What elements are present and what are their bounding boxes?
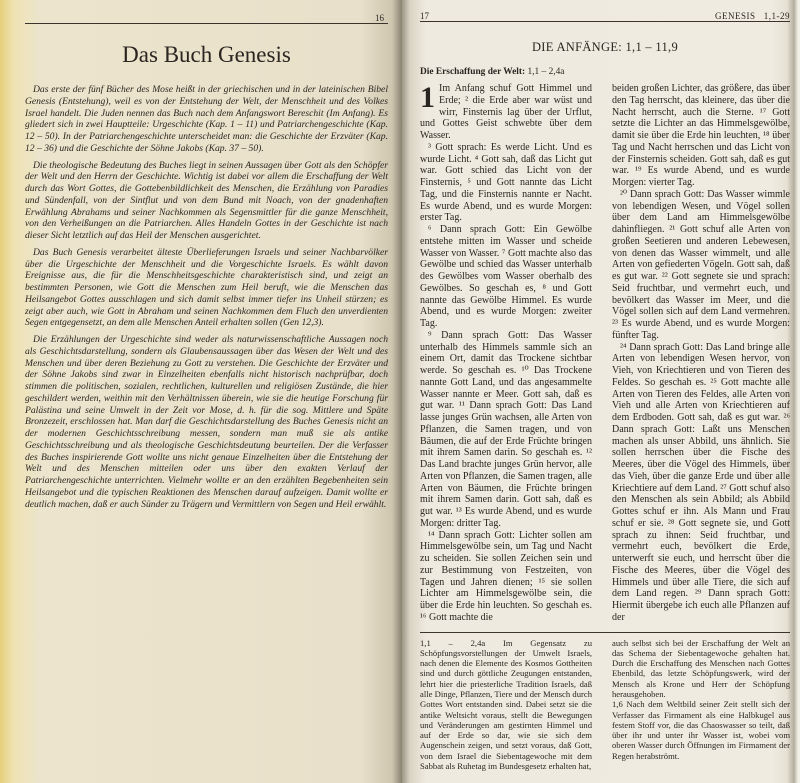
pericope-heading — [420, 67, 790, 77]
intro-paragraph: Die theologische Bedeutung des Buches liegt in seinen Aussagen über Gott als den Schöpfer der Welt und den Herrn der Geschichte. Wichtig ist dabei vor allem die Erschaffung der Welt durch das Wort Gottes, die Gottebenbildlichkeit des Menschen, die Erzählung von Paradies und Sündenfall, von der Sintflut und von dem Bund mit Noach, von der gnadenhaften Erwählung Abrahams und seiner Nachkommen als Segensmittler für die ganze Menschheit, von den Verheißungen an die Patriarchen. Alles Handeln Gottes in der Geschichte ist nach dieser Sicht letztlich auf das Heil der Menschen ausgerichtet. — [25, 159, 388, 241]
footnotes-column-2 — [612, 638, 790, 772]
section-heading: DIE ANFÄNGE: 1,1 – 11,9 — [531, 40, 679, 54]
page-header — [420, 8, 790, 21]
intro-paragraph: Das Buch Genesis verarbeitet älteste Überlieferungen Israels und seiner Nachbarvölker über die Urgeschichte der Menschheit und die Vorgeschichte Israels. Es wählt davon Ereignisse aus, die für die Menschheitsgeschichte charakteristisch sind, und zeigt an bestimmten Personen, wie Gott die Menschen zum Heil beruft, wie die Menschen das Heilsangebot Gottes ausschlagen und sich damit selbst immer tiefer ins Unheil stürzen; es zeigt aber auch, wie Gott in Abraham und seinen Nachkommen dem Fluch den unverdienten Segen entgegensetzt, an dem alle Menschen Anteil erhalten sollen (Gen 12,3). — [25, 246, 388, 329]
intro-paragraph: Das erste der fünf Bücher des Mose heißt in der griechischen und in der lateinischen Bibel Genesis (Entstehung), weil es von der Entstehung der Welt, der Menschheit und des Volkes Israel handelt. Die Juden nennen das Buch nach dem Anfangswort Bereschit (Im Anfang). Es gliedert sich in zwei Hauptteile: Urgeschichte (Kap. 1 – 11) und Patriarchengeschichte (Kap. 12 – 50). In der Patriarchengeschichte unterscheidet man: die Geschichte der Erzväter (Kap. 12 – 36) und die Geschichte der Söhne Jakobs (Kap. 37 – 50). — [25, 84, 388, 154]
footnote: 1,6 Nach dem Weltbild seiner Zeit stellt sich der Verfasser das Firmament als eine Halbkugel aus festem Stoff vor, die das Chaoswasser so teilt, daß über ihr und unter ihr Wasser ist, wobei vom oberen Wasser durch Öffnungen im Firmament der Regen herabströmt. — [612, 699, 790, 761]
right-page — [402, 0, 800, 783]
chapter-number: 1 — [420, 81, 435, 114]
running-head: GENESIS 1,1-29 — [715, 11, 790, 21]
footnote: 1,1 – 2,4a Im Gegensatz zu Schöpfungsvorstellungen der Umwelt Israels, nach denen die Elemente des Kosmos Gottheiten sind und durch göttliche Zeugungen entstanden, lehrt hier die priesterliche Tradition Israels, daß alle Dinge, Pflanzen, Tiere und der Mensch durch Gottes Wort entstanden sind. Dabei setzt sie die antike Weltsicht voraus, stellt die Bewegungen und Veränderungen am gestirnten Himmel und auf der Erde so dar, wie sie sich dem Augenschein zeigen, und setzt voraus, daß Gott, von dem Israel die Siebentagewoche mit dem Sabbat als Ruhetag im Bundesgesetz erhalten hat, — [420, 637, 592, 772]
text-column-2 — [612, 83, 790, 624]
verse-paragraph: beiden großen Lichter, das größere, das über den Tag herrscht, das kleinere, das über die Nacht herrscht, auch die Sterne. ¹⁷ Gott setzte die Lichter an das Himmelsgewölbe, damit sie über die Erde hin leuchten, ¹⁸ über Tag und Nacht herrschen und das Licht von der Finsternis scheiden. Gott sah, daß es gut war. ¹⁹ Es wurde Abend, und es wurde Morgen: vierter Tag. — [612, 83, 790, 188]
header-rule — [25, 23, 388, 24]
text-columns — [420, 83, 790, 624]
page-header — [25, 10, 388, 23]
verse-paragraph: ³ Gott sprach: Es werde Licht. Und es wurde Licht. ⁴ Gott sah, daß das Licht gut war. Gott schied das Licht von der Finsternis, ⁵ und Gott nannte das Licht Tag, und die Finsternis nannte er Nacht. Es wurde Abend, und es wurde Morgen: erster Tag. — [420, 141, 592, 224]
pericope-title: Die Erschaffung der Welt: — [420, 67, 526, 77]
footnote-rule — [420, 632, 790, 633]
pericope-reference: 1,1 – 2,4a — [525, 67, 565, 77]
verse-paragraph: ⁹ Dann sprach Gott: Das Wasser unterhalb des Himmels sammle sich an einem Ort, damit das Trockene sichtbar werde. So geschah es. ¹⁰ Das Trockene nannte Gott Land, und das angesammelte Wasser nannte er Meer. Gott sah, daß es gut war. ¹¹ Dann sprach Gott: Das Land lasse junges Grün wachsen, alle Arten von Pflanzen, die Samen tragen, und von Bäumen, die auf der Erde Früchte bringen mit ihrem Samen darin. So geschah es. ¹² Das Land brachte junges Grün hervor, alle Arten von Pflanzen, die Samen tragen, alle Arten von Bäumen, die Früchte bringen mit ihrem Samen darin. Gott sah, daß es gut war. ¹³ Es wurde Abend, und es wurde Morgen: dritter Tag. — [420, 329, 592, 529]
page-number: 16 — [375, 13, 384, 23]
footnotes — [420, 638, 790, 772]
header-rule — [420, 21, 790, 22]
verse-paragraph: ²⁴ Dann sprach Gott: Das Land bringe alle Arten von lebendigen Wesen hervor, von Vieh, von Kriechtieren und von Tieren des Feldes. So geschah es. ²⁵ Gott machte alle Arten von Tieren des Feldes, alle Arten von Vieh und alle Arten von Kriechtieren auf dem Erdboden. Gott sah, daß es gut war. ²⁶ Dann sprach Gott: Laßt uns Menschen machen als unser Abbild, uns ähnlich. Sie sollen herrschen über die Fische des Meeres, über die Vögel des Himmels, über das Vieh, über die ganze Erde und über alle Kriechtiere auf dem Land. ²⁷ Gott schuf also den Menschen als sein Abbild; als Abbild Gottes schuf er ihn. Als Mann und Frau schuf er sie. ²⁸ Gott segnete sie, und Gott sprach zu ihnen: Seid fruchtbar, und vermehrt euch, bevölkert die Erde, unterwerft sie euch, und herrscht über die Fische des Meeres, über die Vögel des Himmels und über alle Tiere, die sich auf dem Land regen. ²⁹ Dann sprach Gott: Hiermit übergebe ich euch alle Pflanzen auf der — [612, 341, 790, 623]
text-column-1 — [420, 83, 592, 624]
footnote: auch selbst sich bei der Erschaffung der Welt an das Schema der Siebentagewoche gehalten hat. Durch die Erschaffung des Menschen nach Gottes Ebenbild, das letzte Schöpfungswerk, wird der Mensch als Krone und Herr der Schöpfung herausgehoben. — [612, 637, 790, 699]
verse-text: Im Anfang schuf Gott Himmel und Erde; ² die Erde aber war wüst und wirr, Finsternis lag über der Urflut, und Gottes Geist schwebte über dem Wasser. — [420, 83, 592, 141]
footnotes-column-1 — [420, 638, 592, 772]
book-title: Das Buch Genesis — [122, 42, 291, 67]
page-number: 17 — [420, 11, 429, 21]
intro-paragraph: Die Erzählungen der Urgeschichte sind weder als naturwissenschaftliche Aussagen noch als Geschichtsdarstellung, sondern als Glaubensaussagen über das Wesen der Welt und des Menschen und über deren Beziehung zu Gott zu verstehen. Die Geschichte der Erzväter und der Söhne Jakobs sind zwar in Einzelheiten ebenfalls nicht historisch nachprüfbar, doch stimmen die politischen, sozialen, rechtlichen, kulturellen und religiösen Zustände, die hier geschildert werden, weithin mit den Verhältnissen überein, wie sie die heutige Forschung für Palästina und seine Umwelt in der Zeit vor Mose, d. h. für die sog. Mittlere und Späte Bronzezeit, erschlossen hat. Man darf die Geschichtsdarstellung des Buches Genesis nicht an der modernen Geschichtsschreibung messen, sondern man muß sie als antike Geschichtsschreibung und als theologische Geschichtsdeutung beurteilen. Der die Verfasser des Buches inspirierende Gott wollte uns nicht genaue Einzelheiten über die Entstehung der Welt und des Menschen mitteilen oder uns über den exakten Verlauf der Patriarchengeschichte unterrichten. Vielmehr wollte er an den erzählten Begebenheiten sein Heilsangebot und die typischen Reaktionen des Menschen darauf aufzeigen. Damit wollte er deutlich machen, daß er auch Sünder zu Trägern und Vermittlern von Segen und Heil erwählt. — [25, 334, 388, 510]
verse-paragraph — [420, 83, 592, 142]
verse-paragraph: ⁶ Dann sprach Gott: Ein Gewölbe entstehe mitten im Wasser und scheide Wasser von Wasser. ⁷ Gott machte also das Gewölbe und schied das Wasser unterhalb des Gewölbes vom Wasser oberhalb des Gewölbes. So geschah es, ⁸ und Gott nannte das Gewölbe Himmel. Es wurde Abend, und es wurde Morgen: zweiter Tag. — [420, 224, 592, 329]
verse-paragraph: ²⁰ Dann sprach Gott: Das Wasser wimmle von lebendigen Wesen, und Vögel sollen über dem Land am Himmelsgewölbe dahinfliegen. ²¹ Gott schuf alle Arten von großen Seetieren und anderen Lebewesen, von denen das Wasser wimmelt, und alle Arten von gefiederten Vögeln. Gott sah, daß es gut war. ²² Gott segnete sie und sprach: Seid fruchtbar, und vermehrt euch, und bevölkert das Wasser im Meer, und die Vögel sollen sich auf dem Land vermehren. ²³ Es wurde Abend, und es wurde Morgen: fünfter Tag. — [612, 188, 790, 341]
verse-paragraph: ¹⁴ Dann sprach Gott: Lichter sollen am Himmelsgewölbe sein, um Tag und Nacht zu scheiden. Sie sollen Zeichen sein und zur Bestimmung von Festzeiten, von Tagen und Jahren dienen; ¹⁵ sie sollen Lichter am Himmelsgewölbe sein, die über die Erde hin leuchten. So geschah es. ¹⁶ Gott machte die — [420, 529, 592, 623]
introduction — [25, 84, 388, 510]
